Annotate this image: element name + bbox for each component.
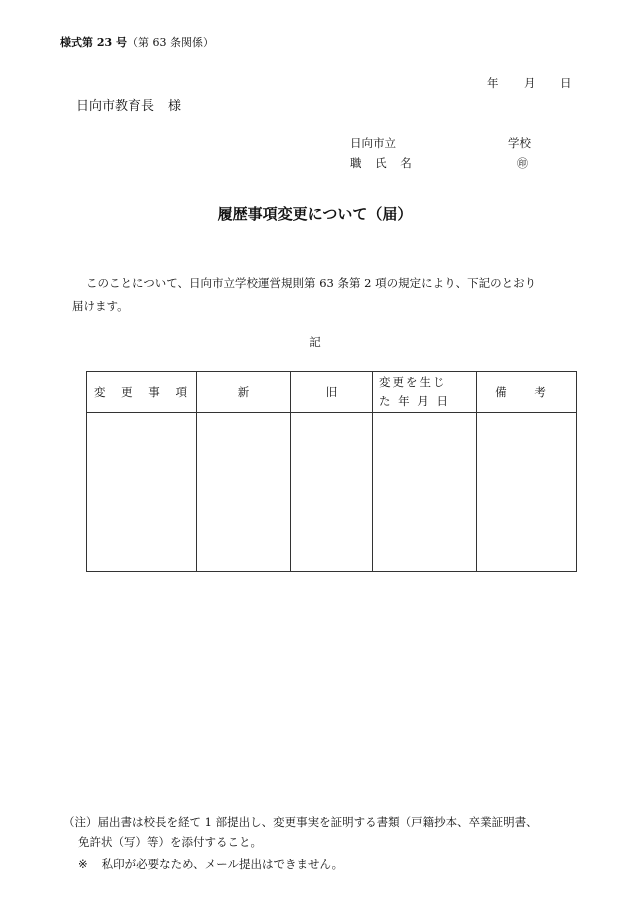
header-date-occurred: 変更を生じた 年 月 日 bbox=[373, 372, 477, 413]
school-prefix: 日向市立 bbox=[350, 136, 396, 150]
note-2 bbox=[78, 856, 343, 872]
school-suffix: 学校 bbox=[508, 136, 531, 150]
change-table bbox=[86, 371, 577, 572]
ki-heading: 記 bbox=[309, 335, 321, 349]
cell-date-occurred bbox=[373, 413, 477, 572]
seal-mark: ㊞ bbox=[517, 157, 528, 170]
date-year-label: 年 bbox=[487, 76, 499, 90]
note-2-text: 私印が必要なため、メール提出はできません。 bbox=[101, 857, 344, 871]
position-name-label: 職 氏 名 bbox=[350, 156, 417, 170]
note-1-line-1: （注）届出書は校長を経て 1 部提出し、変更事実を証明する書類（戸籍抄本、卒業証明書、 bbox=[63, 815, 538, 829]
cell-change-item bbox=[87, 413, 197, 572]
date-day-label: 日 bbox=[560, 76, 572, 90]
note-1-line-2: 免許状（写）等）を添付すること。 bbox=[78, 835, 262, 849]
document-title: 履歴事項変更について（届） bbox=[217, 205, 413, 223]
header-change-item: 変 更 事 項 bbox=[87, 372, 197, 413]
form-number bbox=[60, 34, 214, 50]
body-text bbox=[72, 272, 572, 318]
body-line-1: このことについて、日向市立学校運営規則第 63 条第 2 項の規定により、下記のとおり bbox=[86, 276, 537, 290]
addressee-name: 日向市教育長 bbox=[76, 99, 155, 114]
addressee bbox=[76, 95, 181, 114]
cell-old bbox=[291, 413, 373, 572]
addressee-honorific: 様 bbox=[168, 99, 182, 114]
date-line bbox=[487, 75, 572, 91]
cell-remarks bbox=[477, 413, 577, 572]
note-2-mark: ※ bbox=[78, 857, 88, 871]
body-line-2: 届けます。 bbox=[72, 299, 129, 313]
form-number-label: 様式第 23 号 bbox=[60, 36, 127, 49]
header-new: 新 bbox=[197, 372, 291, 413]
form-reference: （第 63 条関係） bbox=[126, 36, 214, 49]
cell-new bbox=[197, 413, 291, 572]
table-row bbox=[87, 413, 577, 572]
table-header-row bbox=[87, 372, 577, 413]
header-old: 旧 bbox=[291, 372, 373, 413]
header-remarks: 備 考 bbox=[477, 372, 577, 413]
date-month-label: 月 bbox=[524, 76, 536, 90]
